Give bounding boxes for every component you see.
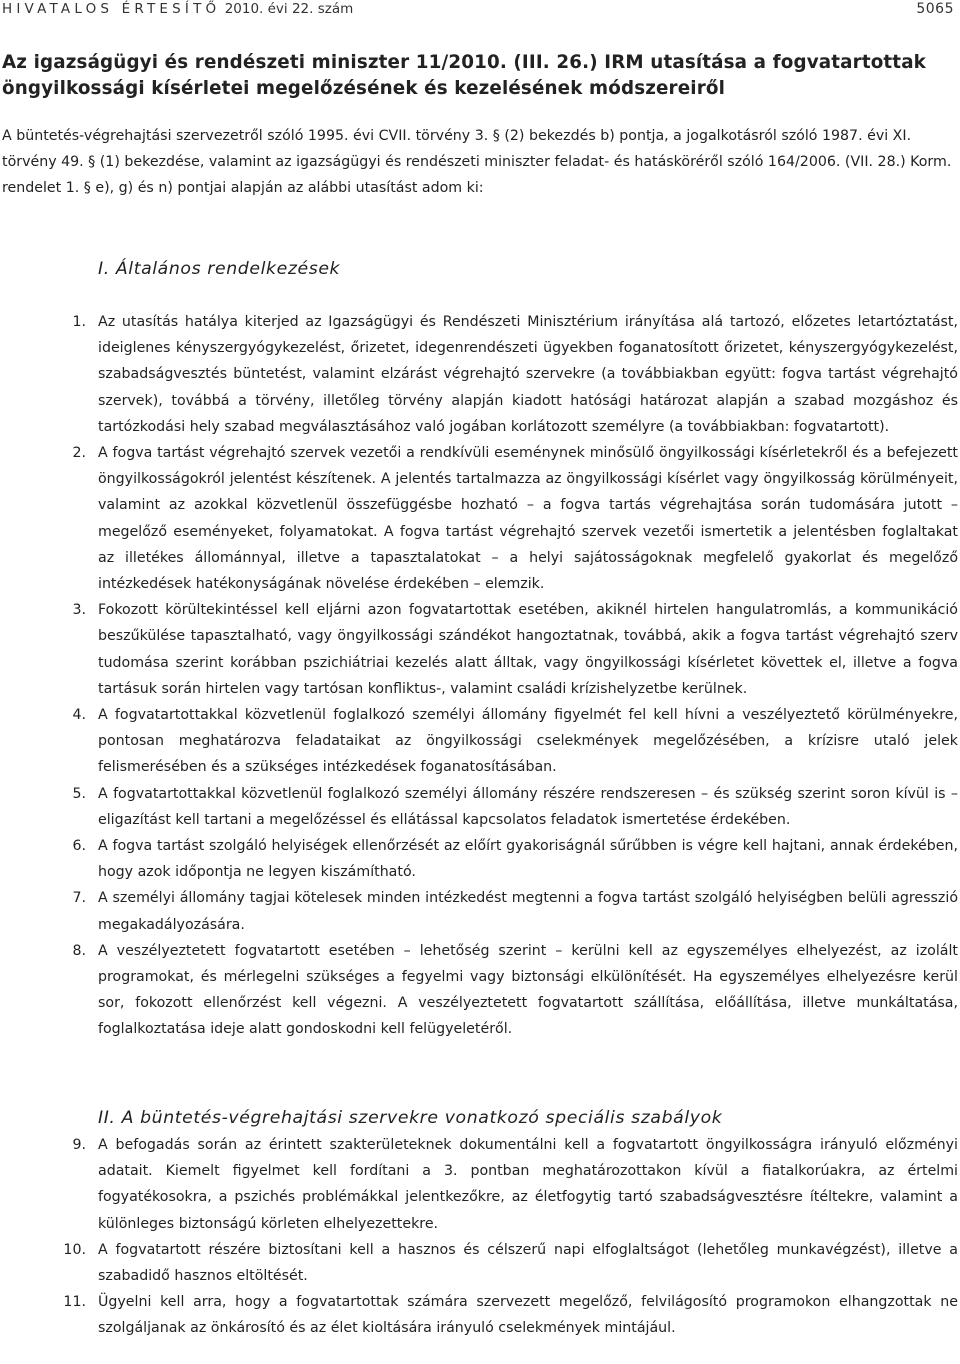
provision-item: [0, 885, 958, 937]
item-number: 10.: [63, 1241, 86, 1258]
item-text: Az utasítás hatálya kiterjed az Igazságügyi és Rendészeti Minisztérium irányítása alá tartozó, előzetes letartóztatást, ideiglenes kényszergyógykezelést, őrizetet, idegenrendészeti ügyekben foganatosított őrizetet, kényszergyógykezelést, szabadságvesztés büntetést, valamint elzárást végrehajtó szervekre (a továbbiakban együtt: fogva tartást végrehajtó szervek), továbbá a törvény, illetőleg törvény alapján kiadott hatósági határozat alapján a szabad mozgáshoz és tartózkodási hely szabad megválasztásához való jogában korlátozott személyre (a továbbiakban: fogvatartott).: [98, 314, 958, 435]
provision-item: [0, 1237, 958, 1289]
item-text: A fogva tartást végrehajtó szervek vezetői a rendkívüli eseménynek minősülő öngyilkossági kísérletekről és a befejezett öngyilkosságokról jelentést készítenek. A jelentés tartalmazza az öngyilkossági kísérlet vagy öngyilkosság körülményeit, valamint az azokkal közvetlenül összefüggésbe hozható – a fogva tartás végrehajtása során tudomására jutott – megelőző eseményeket, folyamatokat. A fogva tartást végrehajtó szervek vezetői ismertetik a jelentésben foglaltakat az illetékes állománnyal, illetve a tapasztalatokat – a helyi sajátosságoknak megfelelő gyakorlat és megelőző intézkedések hatékonyságának növelése érdekében – elemzik.: [98, 445, 958, 593]
item-number: 7.: [72, 890, 86, 907]
item-number: 9.: [72, 1137, 86, 1153]
item-text: A veszélyeztetett fogvatartott esetében – lehetőség szerint – kerülni kell az egyszemélyes elhelyezést, az izolált programokat, és mérlegelni szükséges a fegyelmi vagy biztonsági elkülönítését. Ha egyszemélyes elhelyezésre kerül sor, fokozott ellenőrzést kell végezni. A veszélyeztetett fogvatartott szállítása, előállítása, illetve munkáltatása, foglalkoztatása ideje alatt gondoskodni kell felügyeletéről.: [98, 942, 958, 1038]
special-rules-list: [0, 1132, 958, 1342]
item-number: 6.: [72, 838, 86, 855]
document-title: [2, 50, 952, 102]
item-number: 8.: [72, 942, 86, 959]
provision-item: [0, 938, 958, 1043]
item-text: A fogvatartott részére biztosítani kell a hasznos és célszerű napi elfoglaltságot (lehetőleg munkavégzést), illetve a szabadidő hasznos eltöltését.: [98, 1241, 958, 1285]
item-number: 4.: [72, 707, 86, 724]
item-number: 11.: [63, 1294, 86, 1311]
provision-item: [0, 1132, 958, 1237]
provision-item: [0, 833, 958, 885]
item-text: A befogadás során az érintett szakterületeknek dokumentálni kell a fogvatartott öngyilkosságra irányuló előzményi adatait. Kiemelt figyelmet kell fordítani a 3. pontban meghatározottakon kívül a fiatalkorúakra, az értelmi fogyatékosokra, a pszichés problémákkal jelentkezőkre, az életfogytig tartó szabadságvesztésre ítéltekre, valamint a különleges biztonságú körleten elhelyezettekre.: [98, 1137, 958, 1232]
preamble-paragraph: A büntetés-végrehajtási szervezetről szóló 1995. évi CVII. törvény 3. § (2) bekezdés b) pontja, a jogalkotásról szóló 1987. évi XI. törvény 49. § (1) bekezdése, valamint az igazságügyi és rendészeti miniszter feladat- és hatásköréről szóló 164/2006. (VII. 28.) Korm. rendelet 1. § e), g) és n) pontjai alapján az alábbi utasítást adom ki:: [2, 128, 952, 197]
provision-item: [0, 440, 958, 597]
title-line-1: Az igazságügyi és rendészeti miniszter 11/2010. (III. 26.) IRM utasítása a fogvatartottak: [2, 52, 926, 73]
issue-info: 2010. évi 22. szám: [224, 1, 354, 17]
provision-item: [0, 702, 958, 781]
journal-name: HIVATALOS ÉRTESÍTŐ: [2, 1, 221, 17]
item-text: A fogvatartottakkal közvetlenül foglalkozó személyi állomány figyelmét fel kell hívni a veszélyeztető körülményekre, pontosan meghatározva feladataikat az öngyilkossági cselekmények megelőzésében, a krízisre utaló jelek felismerésében és a szükséges intézkedések foganatosításában.: [98, 707, 958, 776]
item-text: Ügyelni kell arra, hogy a fogvatartottak számára szervezett megelőző, felvilágosító programokon elhangzottak ne szolgáljanak az önkárosító és az élet kioltására irányuló cselekmények mintájául.: [98, 1294, 958, 1337]
provision-item: [0, 597, 958, 702]
title-line-2: öngyilkossági kísérletei megelőzésének és kezelésének módszereiről: [2, 78, 725, 99]
section-heading-general: I. Általános rendelkezések: [98, 259, 341, 279]
general-provisions-list: [0, 309, 958, 1043]
running-header: [2, 1, 954, 23]
section-heading-special-rules: II. A büntetés-végrehajtási szervekre vonatkozó speciális szabályok: [98, 1108, 723, 1128]
provision-item: [0, 309, 958, 440]
item-number: 5.: [72, 785, 86, 802]
item-text: A személyi állomány tagjai kötelesek minden intézkedést megtenni a fogva tartást szolgáló helyiségben belüli agresszió megakadályozására.: [98, 890, 958, 933]
provision-item: [0, 1289, 958, 1341]
page-number: 5065: [916, 1, 954, 17]
item-text: A fogvatartottakkal közvetlenül foglalkozó személyi állomány részére rendszeresen – és szükség szerint soron kívül is – eligazítást kell tartani a megelőzéssel és ellátással kapcsolatos feladatok ismertetése érdekében.: [98, 785, 958, 828]
item-number: 2.: [72, 445, 86, 462]
provision-item: [0, 781, 958, 833]
item-number: 3.: [72, 602, 86, 619]
item-text: A fogva tartást szolgáló helyiségek ellenőrzését az előírt gyakoriságnál sűrűbben is végre kell hajtani, annak érdekében, hogy azok időpontja ne legyen kiszámítható.: [98, 838, 958, 881]
item-text: Fokozott körültekintéssel kell eljárni azon fogvatartottak esetében, akiknél hirtelen hangulatromlás, a kommunikáció beszűkülése tapasztalható, vagy öngyilkossági szándékot hangoztatnak, továbbá, akik a fogva tartást végrehajtó szerv tudomása szerint korábban pszichiátriai kezelés alatt álltak, vagy öngyilkossági kísérletet követtek el, illetve a fogva tartásuk során hirtelen vagy tartósan konfliktus-, valamint családi krízishelyzetbe kerülnek.: [98, 602, 958, 697]
item-number: 1.: [72, 314, 86, 330]
